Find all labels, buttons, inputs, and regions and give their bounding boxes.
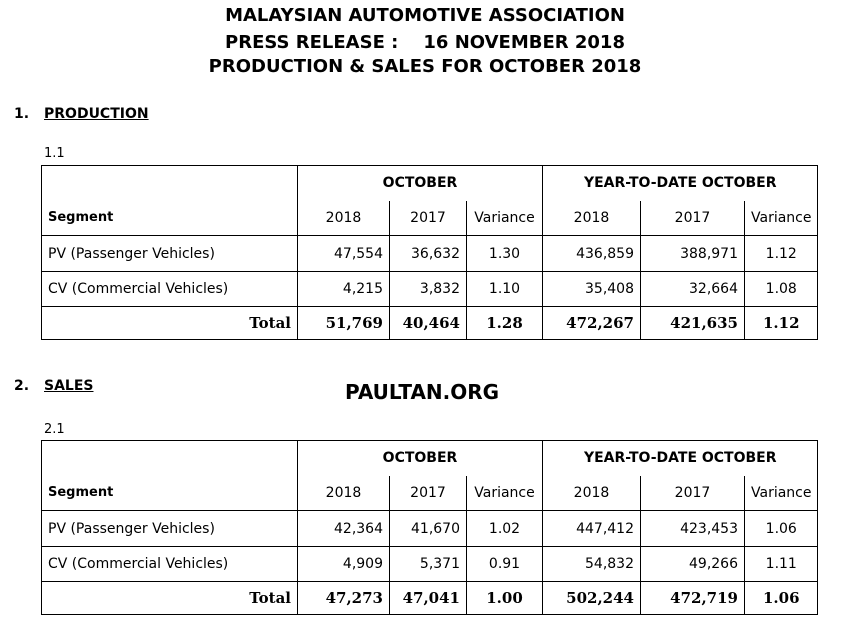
table-row — [42, 236, 818, 272]
ytd-header: YEAR-TO-DATE OCTOBER — [543, 166, 818, 201]
row-label-pv: PV (Passenger Vehicles) — [42, 511, 298, 547]
cell: 1.11 — [745, 547, 818, 582]
cell: 502,244 — [543, 582, 641, 615]
production-title: PRODUCTION — [44, 106, 149, 122]
cell: 1.28 — [467, 307, 543, 340]
production-heading — [14, 106, 149, 122]
cell: 1.06 — [745, 582, 818, 615]
table-row — [42, 511, 818, 547]
col-ytd-variance: Variance — [745, 476, 818, 511]
col-oct-variance: Variance — [467, 201, 543, 236]
col-oct-2017: 2017 — [390, 476, 467, 511]
production-subsection: 1.1 — [44, 146, 65, 161]
cell: 1.02 — [467, 511, 543, 547]
cell: 447,412 — [543, 511, 641, 547]
ytd-header: YEAR-TO-DATE OCTOBER — [543, 441, 818, 476]
table-row — [42, 547, 818, 582]
cell: 36,632 — [390, 236, 467, 272]
cell: 49,266 — [641, 547, 745, 582]
october-header: OCTOBER — [298, 166, 543, 201]
col-ytd-2017: 2017 — [641, 201, 745, 236]
col-oct-2018: 2018 — [298, 476, 390, 511]
segment-header — [42, 441, 298, 511]
sales-title: SALES — [44, 378, 94, 394]
header-line-1: MALAYSIAN AUTOMOTIVE ASSOCIATION — [225, 5, 625, 26]
watermark: PAULTAN.ORG — [345, 380, 500, 404]
cell: 47,273 — [298, 582, 390, 615]
col-ytd-2017: 2017 — [641, 476, 745, 511]
cell: 472,719 — [641, 582, 745, 615]
col-ytd-2018: 2018 — [543, 201, 641, 236]
cell: 42,364 — [298, 511, 390, 547]
production-table — [41, 165, 818, 340]
table-row — [42, 272, 818, 307]
cell: 1.06 — [745, 511, 818, 547]
row-label-cv: CV (Commercial Vehicles) — [42, 272, 298, 307]
col-ytd-2018: 2018 — [543, 476, 641, 511]
total-row — [42, 582, 818, 615]
segment-label: Segment — [48, 485, 114, 500]
cell: 436,859 — [543, 236, 641, 272]
total-row — [42, 307, 818, 340]
cell: 423,453 — [641, 511, 745, 547]
sales-subsection: 2.1 — [44, 422, 65, 437]
cell: 41,670 — [390, 511, 467, 547]
col-oct-2017: 2017 — [390, 201, 467, 236]
cell: 4,909 — [298, 547, 390, 582]
cell: 47,041 — [390, 582, 467, 615]
cell: 54,832 — [543, 547, 641, 582]
col-oct-variance: Variance — [467, 476, 543, 511]
row-label-cv: CV (Commercial Vehicles) — [42, 547, 298, 582]
row-label-pv: PV (Passenger Vehicles) — [42, 236, 298, 272]
cell: 40,464 — [390, 307, 467, 340]
segment-header — [42, 166, 298, 236]
cell: 47,554 — [298, 236, 390, 272]
sales-table — [41, 440, 818, 615]
cell: 1.12 — [745, 307, 818, 340]
header-line-2: PRESS RELEASE : 16 NOVEMBER 2018 — [225, 32, 625, 53]
sales-number: 2. — [14, 378, 30, 394]
cell: 1.12 — [745, 236, 818, 272]
segment-label: Segment — [48, 210, 114, 225]
cell: 51,769 — [298, 307, 390, 340]
cell: 1.00 — [467, 582, 543, 615]
cell: 1.08 — [745, 272, 818, 307]
col-oct-2018: 2018 — [298, 201, 390, 236]
cell: 4,215 — [298, 272, 390, 307]
cell: 5,371 — [390, 547, 467, 582]
sales-heading — [14, 378, 94, 394]
cell: 421,635 — [641, 307, 745, 340]
cell: 35,408 — [543, 272, 641, 307]
cell: 0.91 — [467, 547, 543, 582]
cell: 1.10 — [467, 272, 543, 307]
cell: 32,664 — [641, 272, 745, 307]
cell: 3,832 — [390, 272, 467, 307]
cell: 388,971 — [641, 236, 745, 272]
october-header: OCTOBER — [298, 441, 543, 476]
cell: 472,267 — [543, 307, 641, 340]
total-label: Total — [42, 582, 298, 615]
production-number: 1. — [14, 106, 30, 122]
col-ytd-variance: Variance — [745, 201, 818, 236]
cell: 1.30 — [467, 236, 543, 272]
header-line-3: PRODUCTION & SALES FOR OCTOBER 2018 — [208, 56, 642, 77]
total-label: Total — [42, 307, 298, 340]
